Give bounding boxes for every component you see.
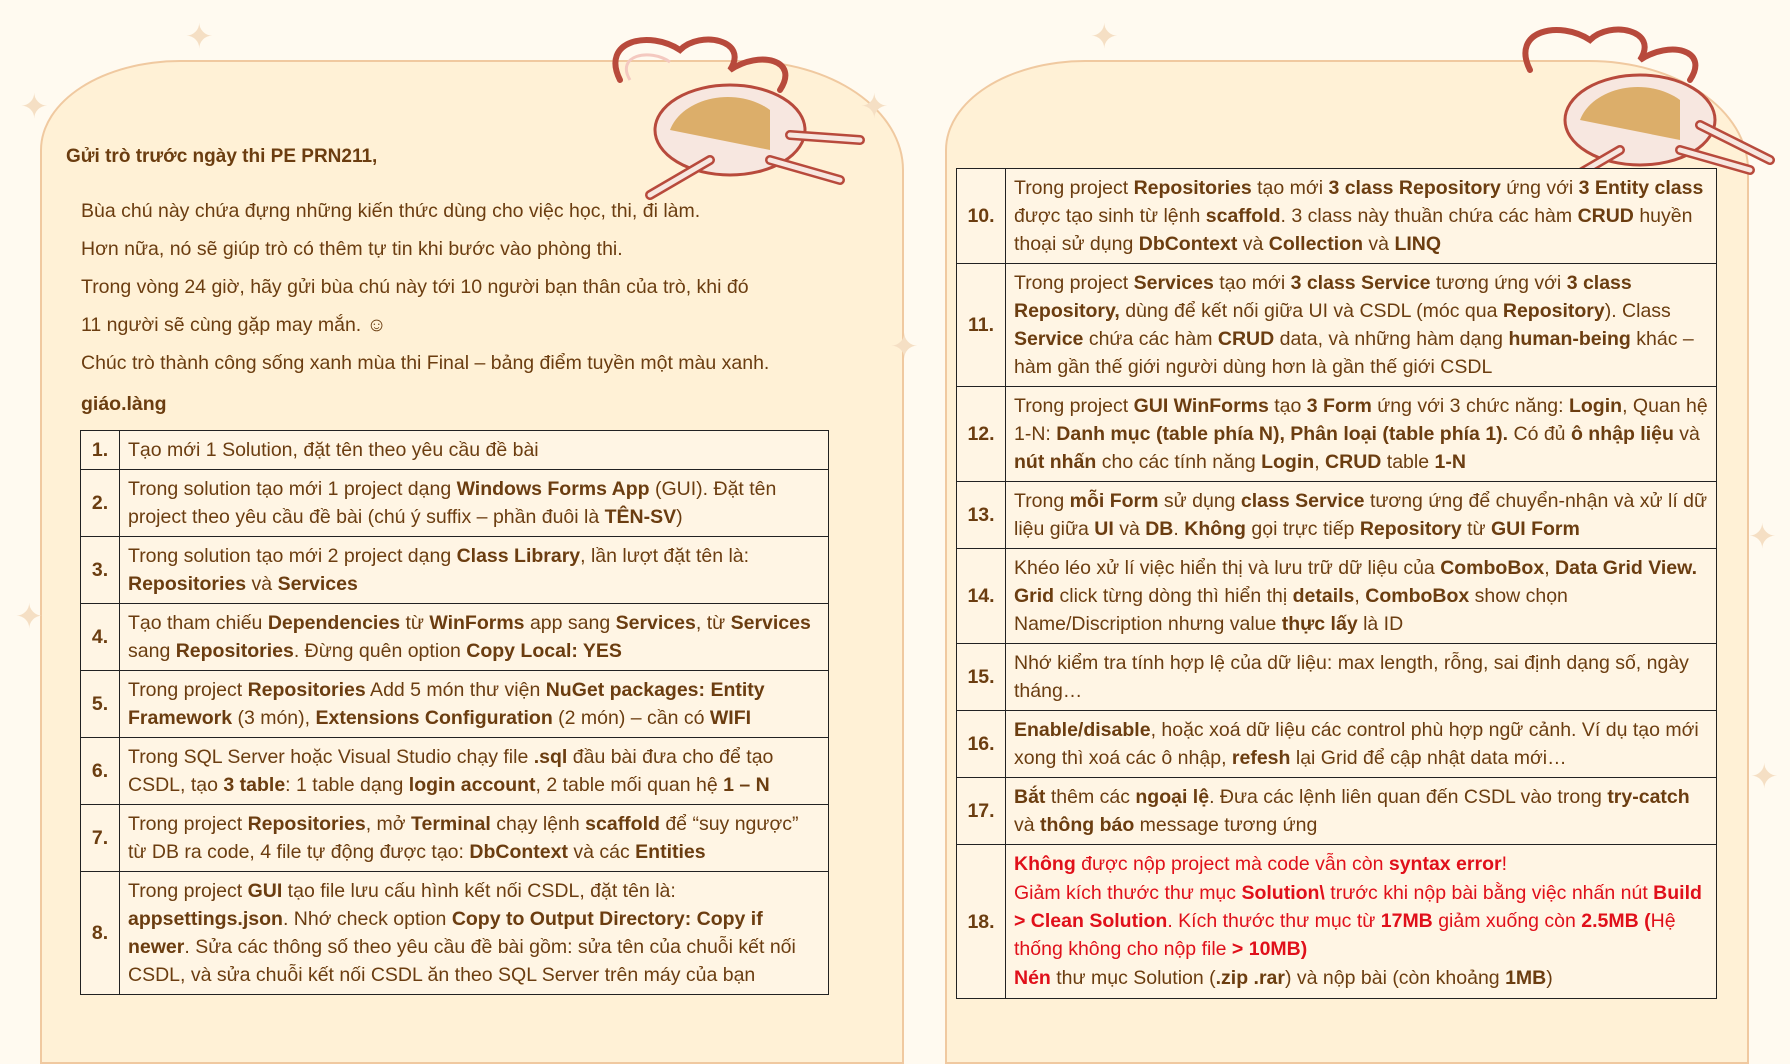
step-text-segment: tạo file lưu cấu hình kết nối CSDL, đặt tên là: bbox=[282, 880, 676, 902]
step-text-segment: , bbox=[1354, 585, 1366, 607]
step-row bbox=[81, 872, 829, 995]
step-row bbox=[81, 537, 829, 604]
step-text-segment: Trong project bbox=[1014, 395, 1134, 417]
step-text-segment: ). Class bbox=[1604, 300, 1671, 322]
step-text-segment: và bbox=[1014, 814, 1041, 836]
step-text-segment: . Đừng quên option bbox=[293, 640, 467, 662]
step-text-segment: details bbox=[1292, 585, 1355, 607]
step-text-segment: là ID bbox=[1357, 613, 1404, 635]
step-text-segment: . Nhớ check option bbox=[282, 908, 452, 930]
step-text-segment: UI bbox=[1094, 518, 1114, 540]
step-text-segment: DbContext bbox=[469, 841, 568, 863]
step-text-segment: khác – hàm gần thế giới người dùng hơn là gần thế giới CSDL bbox=[1014, 328, 1694, 378]
step-text-segment: ứng với 3 chức năng: bbox=[1371, 395, 1569, 417]
step-text-segment: Add 5 món thư viện bbox=[365, 679, 546, 701]
step-number: 6. bbox=[81, 738, 120, 805]
step-number: 12. bbox=[957, 387, 1006, 482]
step-row bbox=[81, 738, 829, 805]
step-row bbox=[957, 711, 1717, 778]
step-text-segment: Hệ thống không cho nộp file bbox=[1014, 910, 1676, 960]
step-description bbox=[120, 470, 829, 537]
step-row bbox=[957, 778, 1717, 845]
step-text-segment: GUI bbox=[247, 880, 283, 902]
step-number: 13. bbox=[957, 482, 1006, 549]
step-text-segment: . Kích thước thư mục từ bbox=[1167, 910, 1381, 932]
step-text-segment: human-being bbox=[1508, 328, 1631, 350]
step-text-segment: Trong bbox=[1014, 490, 1070, 512]
step-text-segment: Trong solution tạo mới 1 project dạng bbox=[128, 478, 457, 500]
step-text-segment: nút nhấn bbox=[1014, 451, 1097, 473]
step-text-segment: tương ứng với bbox=[1430, 272, 1567, 294]
step-text-segment: Terminal bbox=[411, 813, 491, 835]
step-text-segment: và bbox=[1363, 233, 1395, 255]
step-text-segment: Windows Forms App bbox=[456, 478, 650, 500]
step-text-segment: : 1 table dạng bbox=[285, 774, 409, 796]
step-text-segment: và bbox=[1673, 423, 1700, 445]
step-text-segment: Có đủ bbox=[1508, 423, 1571, 445]
step-number: 10. bbox=[957, 169, 1006, 264]
step-number: 11. bbox=[957, 264, 1006, 387]
step-text-segment: DbContext bbox=[1138, 233, 1238, 255]
step-text-segment: sang bbox=[128, 640, 176, 662]
step-text-segment: và bbox=[1237, 233, 1269, 255]
intro-line: Bùa chú này chứa đựng những kiến thức dùng cho việc học, thi, đi làm. bbox=[81, 200, 701, 222]
step-text-segment: , mở bbox=[365, 813, 412, 835]
step-row bbox=[957, 387, 1717, 482]
step-paragraph bbox=[1014, 850, 1708, 878]
step-text-segment: chứa các hàm bbox=[1083, 328, 1218, 350]
step-text-segment: .sql bbox=[533, 746, 568, 768]
step-paragraph bbox=[1014, 879, 1708, 963]
step-text-segment: Repository bbox=[1359, 518, 1462, 540]
step-number: 8. bbox=[81, 872, 120, 995]
star-decoration: ✦ bbox=[185, 18, 214, 56]
step-text-segment: Trong project bbox=[1014, 272, 1134, 294]
step-row bbox=[81, 470, 829, 537]
step-text-segment: Trong project bbox=[1014, 177, 1134, 199]
step-number: 15. bbox=[957, 644, 1006, 711]
step-paragraph bbox=[1014, 964, 1708, 992]
step-description bbox=[1006, 482, 1717, 549]
step-text-segment: click từng dòng thì hiển thị bbox=[1054, 585, 1293, 607]
step-description bbox=[120, 604, 829, 671]
step-text-segment: WIFI bbox=[709, 707, 752, 729]
step-description bbox=[1006, 387, 1717, 482]
step-text-segment: Login bbox=[1568, 395, 1623, 417]
step-text-segment: . Đưa các lệnh liên quan đến CSDL vào trong bbox=[1209, 786, 1608, 808]
step-number: 16. bbox=[957, 711, 1006, 778]
step-text-segment: và bbox=[246, 573, 278, 595]
step-text-segment: Trong project bbox=[128, 880, 248, 902]
step-text-segment: login account bbox=[408, 774, 536, 796]
step-text-segment: dùng để kết nối giữa UI và CSDL (móc qua bbox=[1119, 300, 1503, 322]
steps-table-right bbox=[956, 168, 1717, 999]
step-text-segment: Trong solution tạo mới 2 project dạng bbox=[128, 545, 457, 567]
step-number: 5. bbox=[81, 671, 120, 738]
step-text-segment: ô nhập liệu bbox=[1570, 423, 1674, 445]
step-text-segment: Build > Clean Solution bbox=[1014, 882, 1702, 932]
step-description bbox=[1006, 549, 1717, 644]
step-text-segment: message tương ứng bbox=[1134, 814, 1318, 836]
step-row bbox=[81, 431, 829, 470]
step-text-segment: Data Grid View. Grid bbox=[1014, 557, 1697, 607]
step-text-segment: Repositories bbox=[175, 640, 294, 662]
step-text-segment: , bbox=[1314, 451, 1326, 473]
step-text-segment: GUI Form bbox=[1491, 518, 1580, 540]
step-text-segment: app sang bbox=[524, 612, 616, 634]
step-text-segment: giảm xuống còn bbox=[1432, 910, 1582, 932]
step-text-segment: , 2 table mối quan hệ bbox=[535, 774, 724, 796]
step-text-segment: ứng với bbox=[1500, 177, 1579, 199]
step-text-segment: CRUD bbox=[1577, 205, 1634, 227]
step-text-segment: refesh bbox=[1231, 747, 1291, 769]
step-text-segment: thư mục Solution ( bbox=[1050, 967, 1216, 989]
step-text-segment: show chọn Name/Discription nhưng value bbox=[1014, 585, 1568, 635]
step-text-segment: appsettings.json bbox=[128, 908, 283, 930]
step-text-segment: ! bbox=[1501, 853, 1507, 875]
step-text-segment: . bbox=[1173, 518, 1185, 540]
star-decoration: ✦ bbox=[890, 328, 919, 366]
step-text-segment: scaffold bbox=[1205, 205, 1281, 227]
step-text-segment: 1 – N bbox=[723, 774, 770, 796]
step-row bbox=[957, 644, 1717, 711]
step-text-segment: 3 class Repository, bbox=[1014, 272, 1632, 322]
step-text-segment: tạo mới bbox=[1213, 272, 1291, 294]
step-text-segment: thực lấy bbox=[1281, 613, 1358, 635]
step-text-segment: GUI WinForms bbox=[1133, 395, 1269, 417]
step-text-segment: Class Library bbox=[456, 545, 581, 567]
step-text-segment: Không bbox=[1184, 518, 1246, 540]
letter-greeting: Gửi trò trước ngày thi PE PRN211, bbox=[66, 146, 378, 167]
step-text-segment: , từ bbox=[695, 612, 731, 634]
step-text-segment: scaffold bbox=[585, 813, 660, 835]
step-text-segment: tương ứng để chuyển-nhận và xử lí dữ liệu giữa bbox=[1014, 490, 1708, 540]
step-text-segment: ComboBox bbox=[1365, 585, 1470, 607]
step-text-segment: Copy to Output Directory: Copy if newer bbox=[128, 908, 763, 958]
step-text-segment: được tạo sinh từ lệnh bbox=[1014, 205, 1206, 227]
step-text-segment: NuGet packages: Entity Framework bbox=[128, 679, 765, 729]
step-text-segment: Repositories bbox=[1133, 177, 1252, 199]
step-text-segment: LINQ bbox=[1394, 233, 1442, 255]
step-text-segment: Bắt bbox=[1014, 786, 1046, 808]
step-text-segment: WinForms bbox=[429, 612, 525, 634]
step-text-segment: try-catch bbox=[1607, 786, 1690, 808]
step-text-segment: được nộp project mà code vẫn còn bbox=[1075, 853, 1389, 875]
step-text-segment: ComboBox bbox=[1440, 557, 1545, 579]
step-text-segment: thêm các bbox=[1045, 786, 1136, 808]
steps-table-left bbox=[80, 430, 829, 995]
step-text-segment: Tạo tham chiếu bbox=[128, 612, 268, 634]
step-description bbox=[1006, 845, 1717, 999]
step-text-segment: Danh mục (table phía N), Phân loại (table phía 1). bbox=[1056, 423, 1509, 445]
step-text-segment: Repositories bbox=[247, 813, 366, 835]
step-text-segment: Collection bbox=[1268, 233, 1364, 255]
step-description bbox=[1006, 778, 1717, 845]
step-description bbox=[1006, 644, 1717, 711]
step-text-segment: Repository bbox=[1502, 300, 1605, 322]
step-text-segment: đầu bài đưa cho để tạo CSDL, tạo bbox=[128, 746, 774, 796]
step-description bbox=[120, 805, 829, 872]
star-decoration: ✦ bbox=[15, 598, 44, 636]
step-text-segment: > 10MB) bbox=[1231, 938, 1308, 960]
step-text-segment: 3 class Repository bbox=[1328, 177, 1501, 199]
step-text-segment: Nhớ kiểm tra tính hợp lệ của dữ liệu: max length, rỗng, sai định dạng số, ngày tháng… bbox=[1014, 652, 1689, 702]
step-text-segment: data, và những hàm dạng bbox=[1274, 328, 1509, 350]
step-text-segment: . 3 class này thuần chứa các hàm bbox=[1280, 205, 1578, 227]
step-text-segment: Services bbox=[277, 573, 358, 595]
step-number: 4. bbox=[81, 604, 120, 671]
step-text-segment: . Sửa các thông số theo yêu cầu đề bài gồm: sửa tên của chuỗi kết nối CSDL, và sửa chuỗi kết nối CSDL ăn theo SQL Server trên máy của bạn bbox=[128, 936, 796, 986]
step-text-segment: .zip .rar bbox=[1215, 967, 1285, 989]
step-text-segment: Entities bbox=[635, 841, 706, 863]
step-row bbox=[81, 671, 829, 738]
step-text-segment: Services bbox=[615, 612, 696, 634]
step-text-segment: Trong SQL Server hoặc Visual Studio chạy file bbox=[128, 746, 534, 768]
step-description bbox=[120, 872, 829, 995]
step-text-segment: Repositories bbox=[247, 679, 366, 701]
step-text-segment: syntax error bbox=[1388, 853, 1502, 875]
step-text-segment: Extensions Configuration bbox=[315, 707, 553, 729]
step-row bbox=[957, 549, 1717, 644]
step-row bbox=[957, 169, 1717, 264]
step-description bbox=[120, 671, 829, 738]
intro-line: Trong vòng 24 giờ, hãy gửi bùa chú này tới 10 người bạn thân của trò, khi đó bbox=[81, 276, 749, 298]
step-text-segment: trước khi nộp bài bằng việc nhấn nút bbox=[1324, 882, 1654, 904]
step-text-segment: 3 class Service bbox=[1290, 272, 1431, 294]
step-text-segment: Services bbox=[730, 612, 811, 634]
step-text-segment: 3 Form bbox=[1306, 395, 1372, 417]
step-text-segment: Solution\ bbox=[1241, 882, 1325, 904]
step-number: 17. bbox=[957, 778, 1006, 845]
step-text-segment: từ bbox=[1461, 518, 1491, 540]
step-text-segment: Copy Local: YES bbox=[466, 640, 622, 662]
step-text-segment: mỗi Form bbox=[1069, 490, 1159, 512]
step-text-segment: , bbox=[1544, 557, 1556, 579]
star-decoration: ✦ bbox=[1750, 758, 1779, 796]
star-decoration: ✦ bbox=[1748, 518, 1777, 556]
step-text-segment: 17MB bbox=[1380, 910, 1433, 932]
step-text-segment: lại Grid để cập nhật data mới… bbox=[1290, 747, 1567, 769]
step-text-segment: 3 table bbox=[223, 774, 286, 796]
step-text-segment: chạy lệnh bbox=[490, 813, 586, 835]
step-text-segment: Enable/disable bbox=[1014, 719, 1151, 741]
step-text-segment: , Quan hệ 1-N: bbox=[1014, 395, 1708, 445]
step-text-segment: 2.5MB ( bbox=[1581, 910, 1651, 932]
step-text-segment: sử dụng bbox=[1158, 490, 1241, 512]
step-description bbox=[120, 738, 829, 805]
star-decoration: ✦ bbox=[20, 88, 49, 126]
step-text-segment: từ bbox=[400, 612, 430, 634]
step-description bbox=[1006, 711, 1717, 778]
step-text-segment: Không bbox=[1014, 853, 1076, 875]
step-text-segment: Dependencies bbox=[267, 612, 401, 634]
intro-line: 11 người sẽ cùng gặp may mắn. ☺ bbox=[81, 314, 387, 336]
step-number: 1. bbox=[81, 431, 120, 470]
step-text-segment: DB bbox=[1145, 518, 1174, 540]
step-number: 14. bbox=[957, 549, 1006, 644]
step-text-segment: tạo bbox=[1268, 395, 1307, 417]
step-number: 3. bbox=[81, 537, 120, 604]
step-text-segment: table bbox=[1381, 451, 1435, 473]
step-row bbox=[957, 264, 1717, 387]
step-text-segment: (GUI). Đặt tên project theo yêu cầu đề bài (chú ý suffix – phần đuôi là bbox=[128, 478, 777, 528]
step-text-segment: thông báo bbox=[1040, 814, 1135, 836]
step-text-segment: và bbox=[1113, 518, 1146, 540]
step-description bbox=[1006, 264, 1717, 387]
step-text-segment: Tạo mới 1 Solution, đặt tên theo yêu cầu đề bài bbox=[128, 439, 539, 461]
step-text-segment: để “suy ngược” từ DB ra code, 4 file tự động được tạo: bbox=[128, 813, 799, 863]
step-text-segment: 1MB bbox=[1505, 967, 1547, 989]
step-text-segment: tạo mới bbox=[1251, 177, 1329, 199]
step-row bbox=[957, 482, 1717, 549]
step-number: 7. bbox=[81, 805, 120, 872]
step-text-segment: Repositories bbox=[128, 573, 247, 595]
step-text-segment: 3 Entity class bbox=[1578, 177, 1704, 199]
step-text-segment: CRUD bbox=[1217, 328, 1275, 350]
reindeer-illustration bbox=[560, 20, 890, 210]
step-number: 18. bbox=[957, 845, 1006, 999]
step-text-segment: ngoại lệ bbox=[1135, 786, 1210, 808]
letter-signature: giáo.làng bbox=[81, 393, 167, 415]
step-description bbox=[120, 537, 829, 604]
step-text-segment: Trong project bbox=[128, 679, 248, 701]
step-text-segment: (2 món) – cần có bbox=[552, 707, 710, 729]
step-text-segment: Services bbox=[1133, 272, 1214, 294]
step-text-segment: CRUD bbox=[1325, 451, 1382, 473]
intro-line: Hơn nữa, nó sẽ giúp trò có thêm tự tin khi bước vào phòng thi. bbox=[81, 238, 623, 260]
step-text-segment: ) bbox=[1546, 967, 1553, 989]
step-text-segment: Giảm kích thước thư mục bbox=[1014, 882, 1242, 904]
step-row bbox=[81, 604, 829, 671]
step-text-segment: Khéo léo xử lí việc hiển thị và lưu trữ dữ liệu của bbox=[1014, 557, 1441, 579]
step-text-segment: , lần lượt đặt tên là: bbox=[580, 545, 750, 567]
step-row bbox=[81, 805, 829, 872]
step-description bbox=[1006, 169, 1717, 264]
step-text-segment: class Service bbox=[1240, 490, 1365, 512]
intro-line: Chúc trò thành công sống xanh mùa thi Final – bảng điểm tuyền một màu xanh. bbox=[81, 352, 770, 374]
step-text-segment: và các bbox=[567, 841, 636, 863]
step-text-segment: cho các tính năng bbox=[1096, 451, 1262, 473]
star-decoration: ✦ bbox=[1090, 18, 1119, 56]
step-text-segment: ) và nộp bài (còn khoảng bbox=[1285, 967, 1506, 989]
step-text-segment: Nén bbox=[1014, 967, 1051, 989]
step-number: 2. bbox=[81, 470, 120, 537]
step-description bbox=[120, 431, 829, 470]
step-row bbox=[957, 845, 1717, 999]
letter-intro bbox=[81, 200, 769, 390]
step-text-segment: huyền thoại sử dụng bbox=[1014, 205, 1693, 255]
step-text-segment: gọi trực tiếp bbox=[1245, 518, 1360, 540]
step-text-segment: ) bbox=[676, 506, 683, 528]
step-text-segment: TÊN-SV bbox=[604, 506, 677, 528]
star-decoration: ✦ bbox=[860, 88, 889, 126]
step-text-segment: Trong project bbox=[128, 813, 248, 835]
step-text-segment: , hoặc xoá dữ liệu các control phù hợp ngữ cảnh. Ví dụ tạo mới xong thì xoá các ô nhập, bbox=[1014, 719, 1699, 769]
step-text-segment: Login bbox=[1261, 451, 1315, 473]
step-text-segment: Service bbox=[1014, 328, 1084, 350]
step-text-segment: 1-N bbox=[1434, 451, 1466, 473]
step-text-segment: (3 món), bbox=[232, 707, 316, 729]
